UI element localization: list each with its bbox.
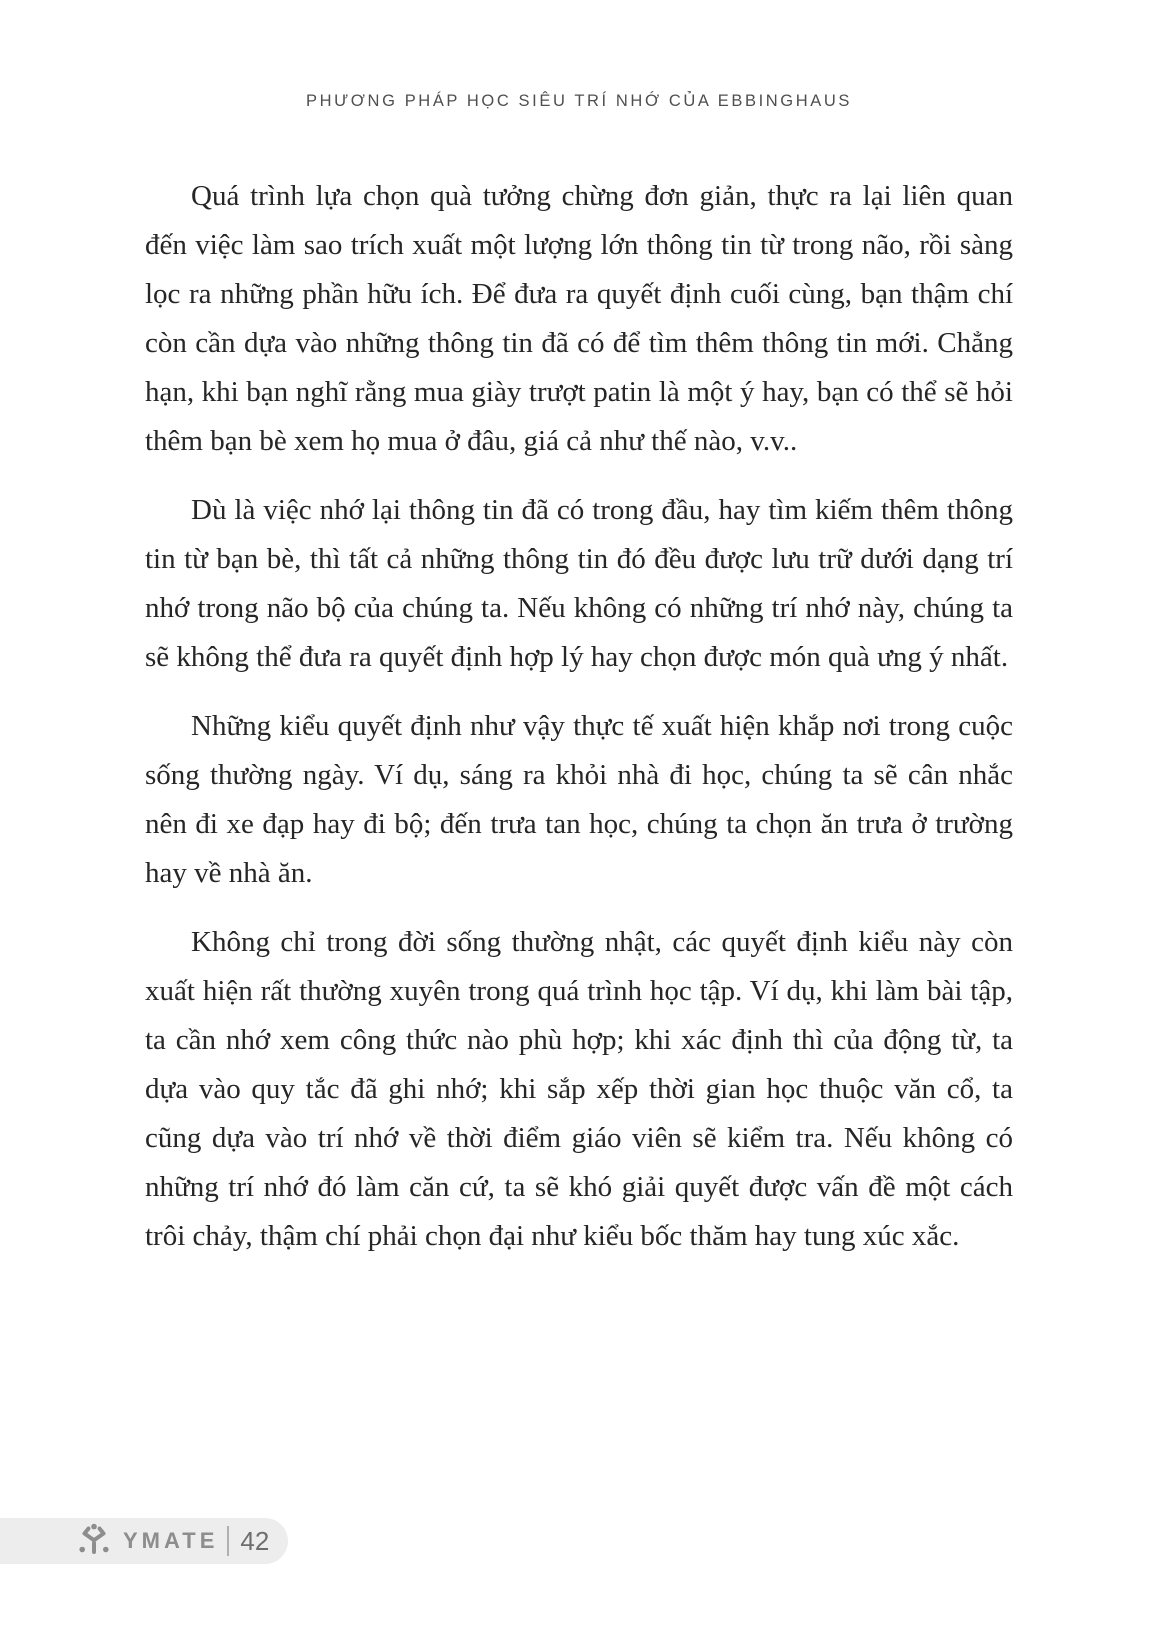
page-number: 42 [240,1525,270,1556]
page-body [145,172,1013,1281]
running-head-title: PHƯƠNG PHÁP HỌC SIÊU TRÍ NHỚ CỦA EBBINGHAUS [306,92,852,110]
body-paragraph: Quá trình lựa chọn quà tưởng chừng đơn giản, thực ra lại liên quan đến việc làm sao trích xuất một lượng lớn thông tin từ trong não, rồi sàng lọc ra những phần hữu ích. Để đưa ra quyết định cuối cùng, bạn thậm chí còn cần dựa vào những thông tin đã có để tìm thêm thông tin mới. Chẳng hạn, khi bạn nghĩ rằng mua giày trượt patin là một ý hay, bạn có thể sẽ hỏi thêm bạn bè xem họ mua ở đâu, giá cả như thế nào, v.v.. [145,180,1013,457]
body-paragraph: Không chỉ trong đời sống thường nhật, các quyết định kiểu này còn xuất hiện rất thường xuyên trong quá trình học tập. Ví dụ, khi làm bài tập, ta cần nhớ xem công thức nào phù hợp; khi xác định thì của động từ, ta dựa vào quy tắc đã ghi nhớ; khi sắp xếp thời gian học thuộc văn cổ, ta cũng dựa vào trí nhớ về thời điểm giáo viên sẽ kiểm tra. Nếu không có những trí nhớ đó làm căn cứ, ta sẽ khó giải quyết được vấn đề một cách trôi chảy, thậm chí phải chọn đại như kiểu bốc thăm hay tung xúc xắc. [145,926,1013,1252]
body-paragraph: Những kiểu quyết định như vậy thực tế xuất hiện khắp nơi trong cuộc sống thường ngày. Ví dụ, sáng ra khỏi nhà đi học, chúng ta sẽ cân nhắc nên đi xe đạp hay đi bộ; đến trưa tan học, chúng ta chọn ăn trưa ở trường hay về nhà ăn. [145,710,1013,889]
ymate-logo-icon [76,1523,112,1559]
page-footer [0,1518,288,1564]
brand-name: YMATE [123,1528,219,1553]
footer-divider [227,1526,229,1556]
body-paragraph: Dù là việc nhớ lại thông tin đã có trong đầu, hay tìm kiếm thêm thông tin từ bạn bè, thì tất cả những thông tin đó đều được lưu trữ dưới dạng trí nhớ trong não bộ của chúng ta. Nếu không có những trí nhớ này, chúng ta sẽ không thể đưa ra quyết định hợp lý hay chọn được món quà ưng ý nhất. [145,494,1013,673]
